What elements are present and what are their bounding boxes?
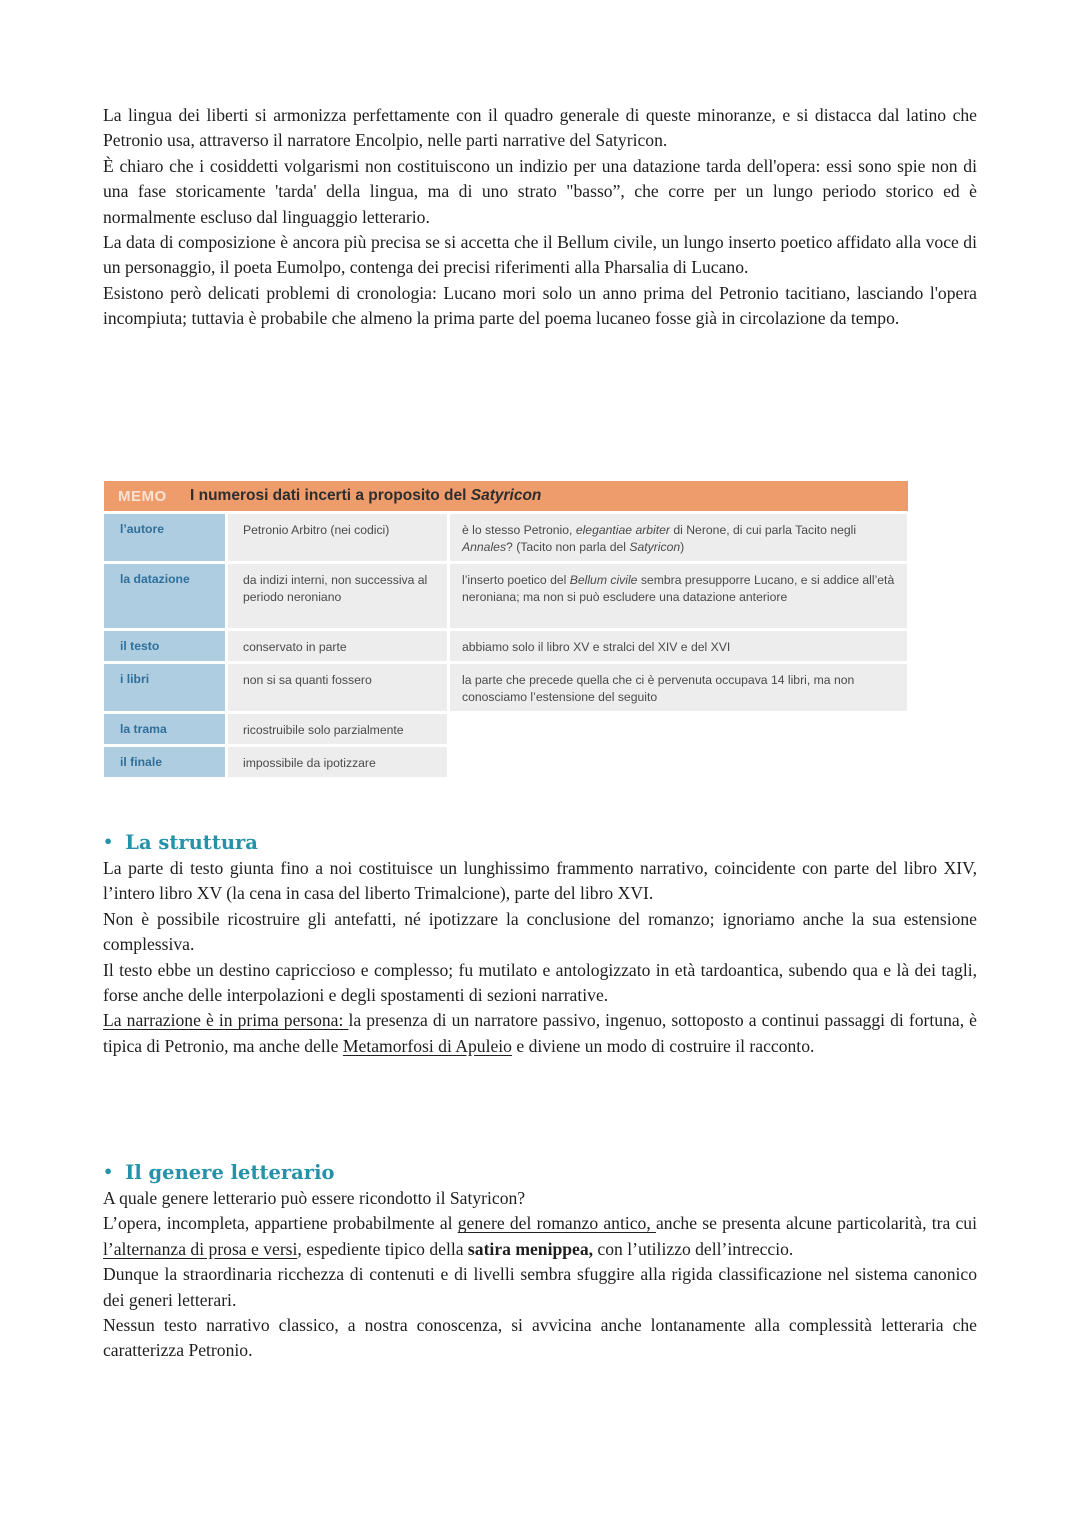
memo-row-autore [104, 514, 908, 561]
note-italic: Bellum civile [569, 573, 638, 587]
memo-row-value: non si sa quanti fossero [228, 664, 447, 711]
memo-row-value: Petronio Arbitro (nei codici) [228, 514, 447, 561]
note-italic: elegantiae arbiter [575, 523, 670, 537]
struttura-section [103, 829, 977, 1059]
memo-tag: MEMO [118, 487, 167, 505]
memo-title-text: I numerosi dati incerti a proposito del [190, 487, 471, 504]
memo-row-note: abbiamo solo il libro XV e stralci del XIV e del XVI [450, 631, 907, 661]
memo-row-note [450, 514, 907, 561]
paragraph-text: anche se presenta alcune particolarità, tra cui [655, 1213, 977, 1234]
memo-row-note: la parte che precede quella che ci è pervenuta occupava 14 libri, ma non conosciamo l’estensione del seguito [450, 664, 907, 711]
paragraph-text: e diviene un modo di costruire il racconto. [511, 1035, 815, 1056]
genere-paragraph-1: A quale genere letterario può essere ricondotto il Satyricon? [103, 1188, 526, 1208]
note-italic: Satyricon [629, 540, 681, 554]
memo-row-value: da indizi interni, non successiva al periodo neroniano [228, 564, 447, 628]
bold-text: satira menippea, [467, 1238, 594, 1259]
memo-row-testo [104, 631, 908, 661]
memo-table [104, 481, 908, 777]
underlined-text: l’alternanza di prosa e versi [103, 1238, 298, 1259]
memo-row-label: il testo [104, 631, 225, 661]
note-italic: Annales [462, 540, 507, 554]
memo-row-label: l’autore [104, 514, 225, 561]
memo-row-note [450, 564, 907, 628]
memo-row-empty [450, 747, 907, 777]
struttura-paragraph-2: Non è possibile ricostruire gli antefatti, né ipotizzare la conclusione del romanzo; ignoriamo anche la sua estensione complessiva. [103, 908, 977, 955]
memo-row-value: conservato in parte [228, 631, 447, 661]
underlined-text: genere del romanzo antico, [457, 1213, 656, 1234]
section-heading-struttura [103, 829, 977, 856]
genere-section [103, 1159, 977, 1364]
memo-header [104, 481, 908, 511]
paragraph-text: con l’utilizzo dell’intreccio. [593, 1238, 794, 1259]
note-text: di Nerone, di cui parla Tacito negli [670, 523, 857, 537]
memo-row-trama [104, 714, 908, 744]
genere-paragraph-4: Nessun testo narrativo classico, a nostra conoscenza, si avvicina anche lontanamente alla complessità letteraria che caratterizza Petronio. [103, 1315, 977, 1361]
paragraph-text: la presenza di un narratore passivo, ingenuo, sottoposto a continui passaggi di fortuna, è tipica di Petronio, ma anche delle [103, 1010, 977, 1056]
note-text: ? (Tacito non parla del [506, 540, 630, 554]
intro-paragraph-1: La lingua dei liberti si armonizza perfettamente con il quadro generale di queste minoranze, e si distacca dal latino che Petronio usa, attraverso il narratore Encolpio, nelle parti narrative del Satyricon. [103, 105, 977, 151]
memo-row-libri [104, 664, 908, 711]
intro-paragraph-4: Esistono però delicati problemi di cronologia: Lucano mori solo un anno prima del Petronio tacitiano, lasciando l'opera incompiuta; tuttavia è probabile che almeno la prima parte del poema lucaneo fosse già in circolazione da tempo. [103, 282, 977, 329]
underlined-text: La narrazione è in prima persona: [103, 1010, 349, 1031]
memo-title [190, 487, 541, 505]
genere-paragraph-3: Dunque la straordinaria ricchezza di contenuti e di livelli sembra sfuggire alla rigida classificazione nel sistema canonico dei generi letterari. [103, 1264, 977, 1310]
bullet-icon: • [103, 1162, 114, 1181]
underlined-text: Metamorfosi di Apuleio [342, 1035, 512, 1056]
note-text: ) [680, 540, 685, 554]
intro-paragraph-3: La data di composizione è ancora più precisa se si accetta che il Bellum civile, un lungo inserto poetico affidato alla voce di un personaggio, il poeta Eumolpo, contenga dei precisi riferimenti alla Pharsalia di Lucano. [103, 232, 977, 278]
memo-title-italic: Satyricon [470, 487, 542, 504]
struttura-paragraph-1: La parte di testo giunta fino a noi costituisce un lunghissimo frammento narrativo, coincidente con parte del libro XIV, l’intero libro XV (la cena in casa del liberto Trimalcione), parte del libro XVI. [103, 858, 977, 904]
struttura-paragraph-4 [103, 1008, 977, 1059]
section-heading-genere [103, 1159, 977, 1186]
struttura-paragraph-3: Il testo ebbe un destino capriccioso e complesso; fu mutilato e antologizzato in età tardoantica, subendo qua e là dei tagli, forse anche delle interpolazioni e degli spostamenti di sezioni narrative. [103, 959, 977, 1006]
memo-row-value: impossibile da ipotizzare [228, 747, 447, 777]
memo-row-label: la datazione [104, 564, 225, 628]
memo-row-finale [104, 747, 908, 777]
memo-row-empty [450, 714, 907, 744]
memo-row-datazione [104, 564, 908, 628]
note-text: sembra presupporre Lucano, e si addice all’età neroniana; ma non si può escludere una datazione anteriore [462, 573, 895, 604]
paragraph-text: L’opera, incompleta, appartiene probabilmente al [103, 1213, 458, 1234]
intro-section [103, 103, 977, 332]
intro-paragraph-2: È chiaro che i cosiddetti volgarismi non costituiscono un indizio per una datazione tarda dell'opera: essi sono spie non di una fase storicamente 'tarda' della lingua, ma di uno strato "basso”, che corre per un lungo periodo storico ed è normalmente escluso dal linguaggio letterario. [103, 155, 977, 227]
memo-row-value: ricostruibile solo parzialmente [228, 714, 447, 744]
bullet-icon: • [103, 832, 114, 851]
note-text: l’inserto poetico del [462, 573, 570, 587]
note-text: è lo stesso Petronio, [462, 523, 576, 537]
genere-paragraph-2 [103, 1211, 977, 1262]
heading-text: La struttura [125, 831, 258, 854]
memo-row-label: il finale [104, 747, 225, 777]
heading-text: Il genere letterario [125, 1161, 335, 1184]
memo-row-label: la trama [104, 714, 225, 744]
paragraph-text: , espediente tipico della [297, 1238, 468, 1259]
memo-row-label: i libri [104, 664, 225, 711]
